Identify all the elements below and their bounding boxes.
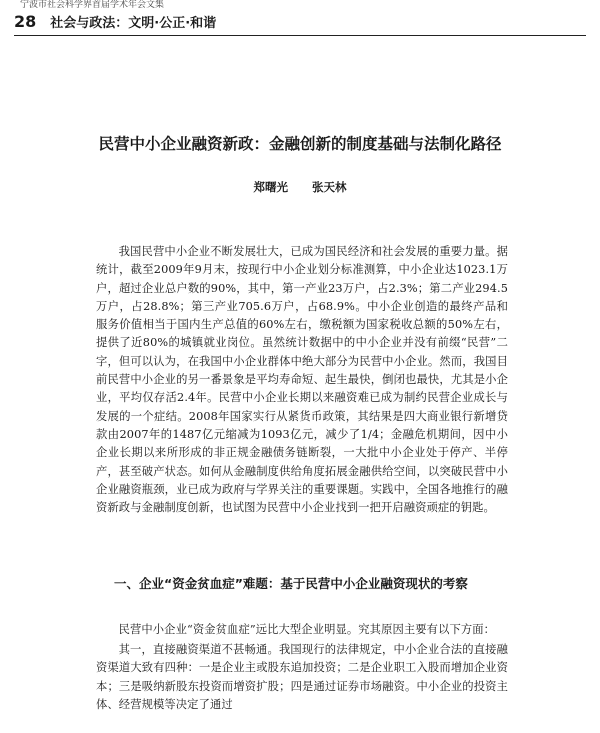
author-name: 郑曙光: [253, 180, 288, 194]
running-header: [14, 12, 586, 31]
body-paragraph: 我国民营中小企业不断发展壮大，已成为国民经济和社会发展的重要力量。据统计，截至2009年9月末，按现行中小企业划分标准测算，中小企业达1023.1万户，超过企业总户数的90%，其中，第一产业23万户，占2.3%；第二产业294.5万户，占28.8%；第三产业705.6万户，占68.9%。中小企业创造的最终产品和服务价值相当于国内生产总值的60%左右，缴税额为国家税收总额的50%左右，提供了近80%的城镇就业岗位。虽然统计数据中的中小企业并没有前缀“民营”二字，但可以认为，在我国中小企业群体中绝大部分为民营中小企业。然而，我国目前民营中小企业的另一番景象是平均寿命短、起生最快，倒闭也最快，尤其是小企业，平均仅存活2.4年。民营中小企业长期以来融资难已成为制约民营企业成长与发展的一个症结。2008年国家实行从紧货币政策，其结果是四大商业银行新增贷款由2007年的1487亿元缩减为1093亿元，减少了1/4；金融危机期间，因中小企业长期以来所形成的非正规金融债务链断裂，一大批中小企业处于停产、半停产，甚至破产状态。如何从金融制度供给角度拓展金融供给空间，以突破民营中小企业融资瓶颈，业已成为政府与学界关注的重要课题。实践中，全国各地推行的融资新政与金融制度创新，也试图为民营中小企业找到一把开启融资顽症的钥匙。: [96, 245, 508, 515]
author-name: 张天林: [312, 180, 347, 194]
article-title: 民营中小企业融资新政：金融创新的制度基础与法制化路径: [98, 135, 502, 153]
body-paragraph: 其一，直接融资渠道不甚畅通。我国现行的法律规定，中小企业合法的直接融资渠道大致有四种：一是企业主或股东追加投资；二是企业职工入股而增加企业资本；三是吸纳新股东投资而增资扩股；四是通过证券市场融资。中小企业的投资主体、经营规模等决定了通过: [96, 643, 508, 711]
section-title: 社会与政法：文明·公正·和谐: [50, 16, 217, 31]
series-header: 宁波市社会科学界首届学术年会文集: [20, 0, 165, 10]
author-line: [0, 179, 600, 195]
body-paragraph: 民营中小企业“资金贫血症”远比大型企业明显。究其原因主要有以下方面：: [118, 623, 496, 636]
header-rule: [14, 35, 586, 36]
section-heading: 一、企业“资金贫血症”难题：基于民营中小企业融资现状的考察: [114, 576, 468, 591]
page-number: 28: [14, 12, 37, 31]
